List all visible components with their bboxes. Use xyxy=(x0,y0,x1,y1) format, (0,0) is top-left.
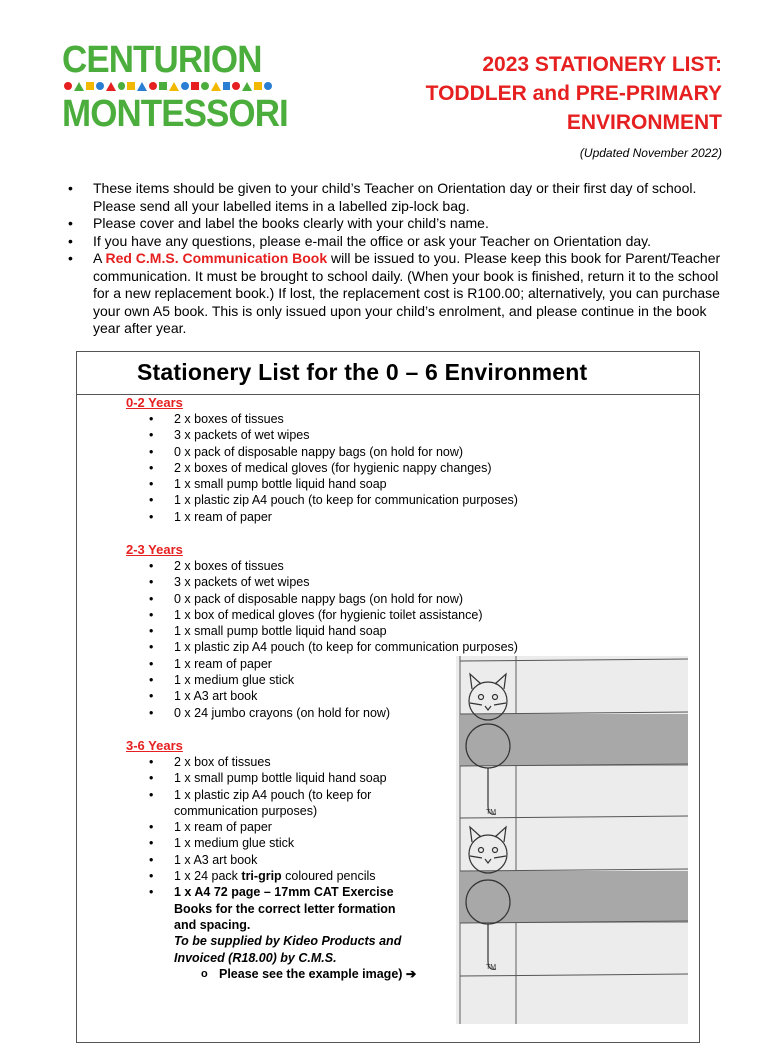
logo-line-2: MONTESSORI xyxy=(62,93,288,135)
section-heading: 0-2 Years xyxy=(126,395,183,410)
list-item: • 1 x ream of paper xyxy=(126,819,446,835)
logo-shape xyxy=(106,82,116,91)
logo-shape xyxy=(223,82,231,90)
exercise-book-illustration xyxy=(456,656,688,1024)
list-item: • 1 x A3 art book xyxy=(126,688,518,704)
logo-shape xyxy=(191,82,199,90)
list-item: • 1 x small pump bottle liquid hand soap xyxy=(126,476,518,492)
list-item: • 1 x medium glue stick xyxy=(126,672,518,688)
box-title: Stationery List for the 0 – 6 Environment xyxy=(137,359,588,385)
tm-mark: TM xyxy=(486,964,497,971)
communication-book-highlight: Red C.M.S. Communication Book xyxy=(105,250,328,266)
list-item: • 1 x small pump bottle liquid hand soap xyxy=(126,623,518,639)
list-item-continuation: communication purposes) xyxy=(174,803,318,818)
list-item: • 0 x pack of disposable nappy bags (on hold for now) xyxy=(126,444,518,460)
list-item: • 1 x ream of paper xyxy=(126,656,518,672)
list-item: • 1 x plastic zip A4 pouch (to keep for communication purposes) xyxy=(126,639,518,655)
list-item: • 1 x box of medical gloves (for hygienic toilet assistance) xyxy=(126,607,518,623)
item-list xyxy=(126,754,446,982)
list-item: • 1 x medium glue stick xyxy=(126,835,446,851)
intro-list xyxy=(68,180,728,338)
title-line-1: 2023 STATIONERY LIST: xyxy=(482,53,722,76)
tm-mark: TM xyxy=(486,809,497,816)
section-0-2-years xyxy=(126,395,518,525)
logo-shape xyxy=(232,82,240,90)
exercise-book-text: 1 x A4 72 page – 17mm CAT Exercise Books for the correct letter formation and spacing. xyxy=(174,885,396,932)
section-heading: 3-6 Years xyxy=(126,738,183,753)
list-item xyxy=(126,868,446,884)
section-heading: 2-3 Years xyxy=(126,542,183,557)
logo-shape xyxy=(149,82,157,90)
supplier-note: To be supplied by Kideo Products and Invoiced (R18.00) by C.M.S. xyxy=(174,934,402,965)
item-list xyxy=(126,411,518,525)
logo-shape xyxy=(64,82,72,90)
list-item: • 1 x ream of paper xyxy=(126,509,518,525)
shaded-band xyxy=(460,714,688,766)
logo-shape xyxy=(159,82,167,90)
list-item: • 2 x boxes of medical gloves (for hygienic nappy changes) xyxy=(126,460,518,476)
list-item: • 1 x A3 art book xyxy=(126,852,446,868)
section-3-6-years xyxy=(126,738,446,982)
list-item: • 2 x boxes of tissues xyxy=(126,411,518,427)
logo-shape xyxy=(169,82,179,91)
list-item: • 1 x small pump bottle liquid hand soap xyxy=(126,770,446,786)
title-line-2: TODDLER and PRE-PRIMARY xyxy=(425,82,722,105)
list-item: • 2 x box of tissues xyxy=(126,754,446,770)
logo xyxy=(62,39,288,135)
logo-shape-row xyxy=(64,81,272,91)
intro-item: • If you have any questions, please e-mail the office or ask your Teacher on Orientation day. xyxy=(68,233,728,251)
shaded-band xyxy=(460,871,688,923)
list-item: • 2 x boxes of tissues xyxy=(126,558,518,574)
logo-shape xyxy=(137,82,147,91)
logo-shape xyxy=(96,82,104,90)
logo-shape xyxy=(127,82,135,90)
tri-grip-text: tri-grip xyxy=(241,869,282,884)
list-item: • 0 x 24 jumbo crayons (on hold for now) xyxy=(126,705,518,721)
list-item: • 1 x plastic zip A4 pouch (to keep for communication purposes) xyxy=(126,492,518,508)
logo-shape xyxy=(264,82,272,90)
intro-item: • These items should be given to your child’s Teacher on Orientation day or their first day of school. Please send all your labelled items in a labelled zip-lock bag. xyxy=(68,180,728,215)
logo-shape xyxy=(118,82,126,90)
updated-date: (Updated November 2022) xyxy=(579,146,722,160)
list-item: • 3 x packets of wet wipes xyxy=(126,574,518,590)
intro-item-4-prefix: A xyxy=(93,250,106,266)
document-title xyxy=(426,50,722,137)
list-item xyxy=(126,884,404,965)
logo-shape xyxy=(181,82,189,90)
pencils-rest: coloured pencils xyxy=(281,869,376,884)
intro-item-4-text: will be issued to you. Please keep this book for Parent/Teacher communication. It must be brought to school daily. (When your book is finished, return it to the school for a new replacement book.) If lost, the replacement cost is R100.00; alternatively, you can purchase your own A5 book. This is only issued upon your child’s enrolment, and please continue in the book year after year. xyxy=(93,250,721,336)
example-image-note: o Please see the example image) ➔ xyxy=(126,966,446,982)
list-item: • 0 x pack of disposable nappy bags (on hold for now) xyxy=(126,591,518,607)
list-item: • 3 x packets of wet wipes xyxy=(126,427,518,443)
intro-item xyxy=(68,250,728,338)
logo-shape xyxy=(86,82,94,90)
title-line-3: ENVIRONMENT xyxy=(566,111,722,134)
exercise-book-example-image xyxy=(456,656,688,1024)
logo-shape xyxy=(254,82,262,90)
logo-line-1: CENTURION xyxy=(62,39,262,81)
logo-shape xyxy=(211,82,221,91)
logo-shape xyxy=(242,82,252,91)
pencils-prefix: 1 x 24 pack xyxy=(174,869,242,884)
logo-shape xyxy=(74,82,84,91)
logo-shape xyxy=(201,82,209,90)
intro-item: • Please cover and label the books clearly with your child’s name. xyxy=(68,215,728,233)
list-item: • 1 x plastic zip A4 pouch (to keep for xyxy=(126,787,446,803)
